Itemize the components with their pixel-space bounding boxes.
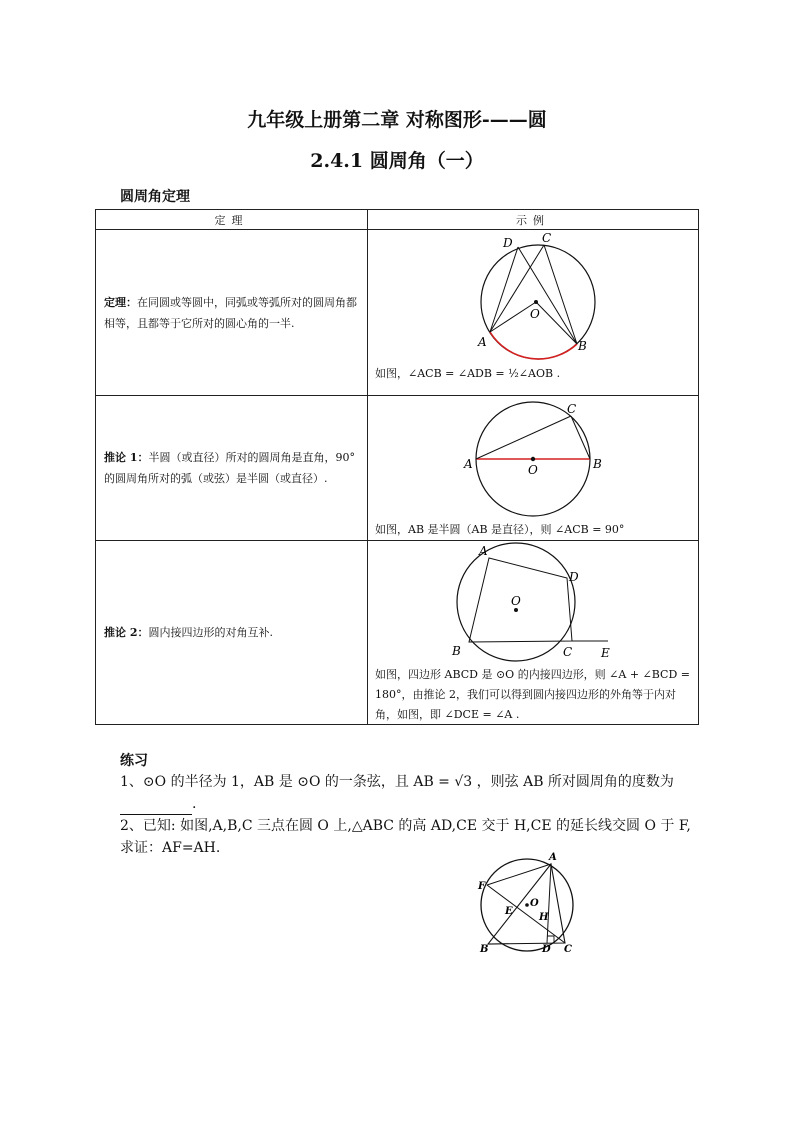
- label-e: E: [505, 906, 513, 917]
- q1-end: .: [192, 796, 197, 812]
- label-d: D: [569, 570, 579, 584]
- label-o: O: [530, 307, 540, 321]
- row-label: 定理：: [104, 295, 137, 309]
- label-c: C: [567, 402, 577, 416]
- label-o: O: [511, 594, 521, 608]
- label-d: D: [542, 944, 551, 955]
- page-subtitle: 2.4.1 圆周角（一）: [310, 150, 484, 172]
- label-a: A: [464, 457, 473, 471]
- label-a: A: [549, 852, 557, 863]
- label-b: B: [578, 339, 587, 353]
- table-row: [96, 541, 699, 725]
- row-label: 推论 1：: [104, 451, 149, 464]
- corollary-2-text: [96, 622, 367, 643]
- corollary-1-text: [96, 447, 367, 489]
- page-title: 九年级上册第二章 对称图形-——圆: [247, 109, 547, 131]
- theorem-table: [95, 209, 699, 725]
- practice-heading: 练习: [120, 753, 148, 769]
- label-h: H: [539, 912, 549, 923]
- label-b: B: [452, 644, 461, 658]
- row-label: 推论 2：: [104, 626, 149, 639]
- figure-caption: 如图，四边形 ABCD 是 ⊙O 的内接四边形，则 ∠A + ∠BCD = 180°，由推论 2，我们可以得到圆内接四边形的外角等于内对角，如图，即 ∠DCE = ∠A .: [375, 668, 691, 721]
- table-row: [96, 396, 699, 541]
- row-text: 半圆（或直径）所对的圆周角是直角，90° 的圆周角所对的弧（或弦）是半圆（或直径）.: [104, 451, 355, 485]
- answer-blank[interactable]: [120, 800, 192, 815]
- section-label: 圆周角定理: [120, 189, 190, 205]
- figure-caption: 如图，AB 是半圆（AB 是直径），则 ∠ACB = 90°: [375, 523, 625, 536]
- label-a: A: [478, 335, 487, 349]
- label-o: O: [528, 463, 538, 477]
- label-e: E: [601, 646, 610, 660]
- label-b: B: [593, 457, 602, 471]
- table-row: [96, 230, 699, 396]
- label-c: C: [563, 645, 573, 659]
- label-c: C: [564, 944, 572, 955]
- figure-practice-2: [472, 848, 582, 968]
- label-a: A: [479, 544, 488, 558]
- practice-question-2: 2、已知: 如图,A,B,C 三点在圆 O 上,△ABC 的高 AD,CE 交于 H,CE 的延长线交圆 O 于 F,求证：AF=AH.: [120, 818, 691, 856]
- row-text: 圆内接四边形的对角互补.: [148, 626, 273, 639]
- col-header-example: 示例: [368, 210, 699, 230]
- theorem-text: [96, 292, 367, 334]
- q1-text: 1、⊙O 的半径为 1，AB 是 ⊙O 的一条弦，且 AB = √3 ，则弦 AB 所对圆周角的度数为: [120, 774, 674, 790]
- label-b: B: [480, 944, 489, 955]
- label-f: F: [478, 881, 486, 892]
- label-d: D: [503, 236, 513, 250]
- table-header-row: [96, 210, 699, 230]
- row-text: 在同圆或等圆中，同弧或等弧所对的圆周角都相等，且都等于它所对的圆心角的一半.: [104, 295, 357, 330]
- label-c: C: [542, 231, 552, 245]
- practice-question-1: [120, 771, 710, 815]
- col-header-theorem: 定理: [96, 210, 368, 230]
- label-o: O: [530, 898, 539, 909]
- figure-caption: 如图，∠ACB = ∠ADB = ½∠AOB .: [375, 367, 561, 380]
